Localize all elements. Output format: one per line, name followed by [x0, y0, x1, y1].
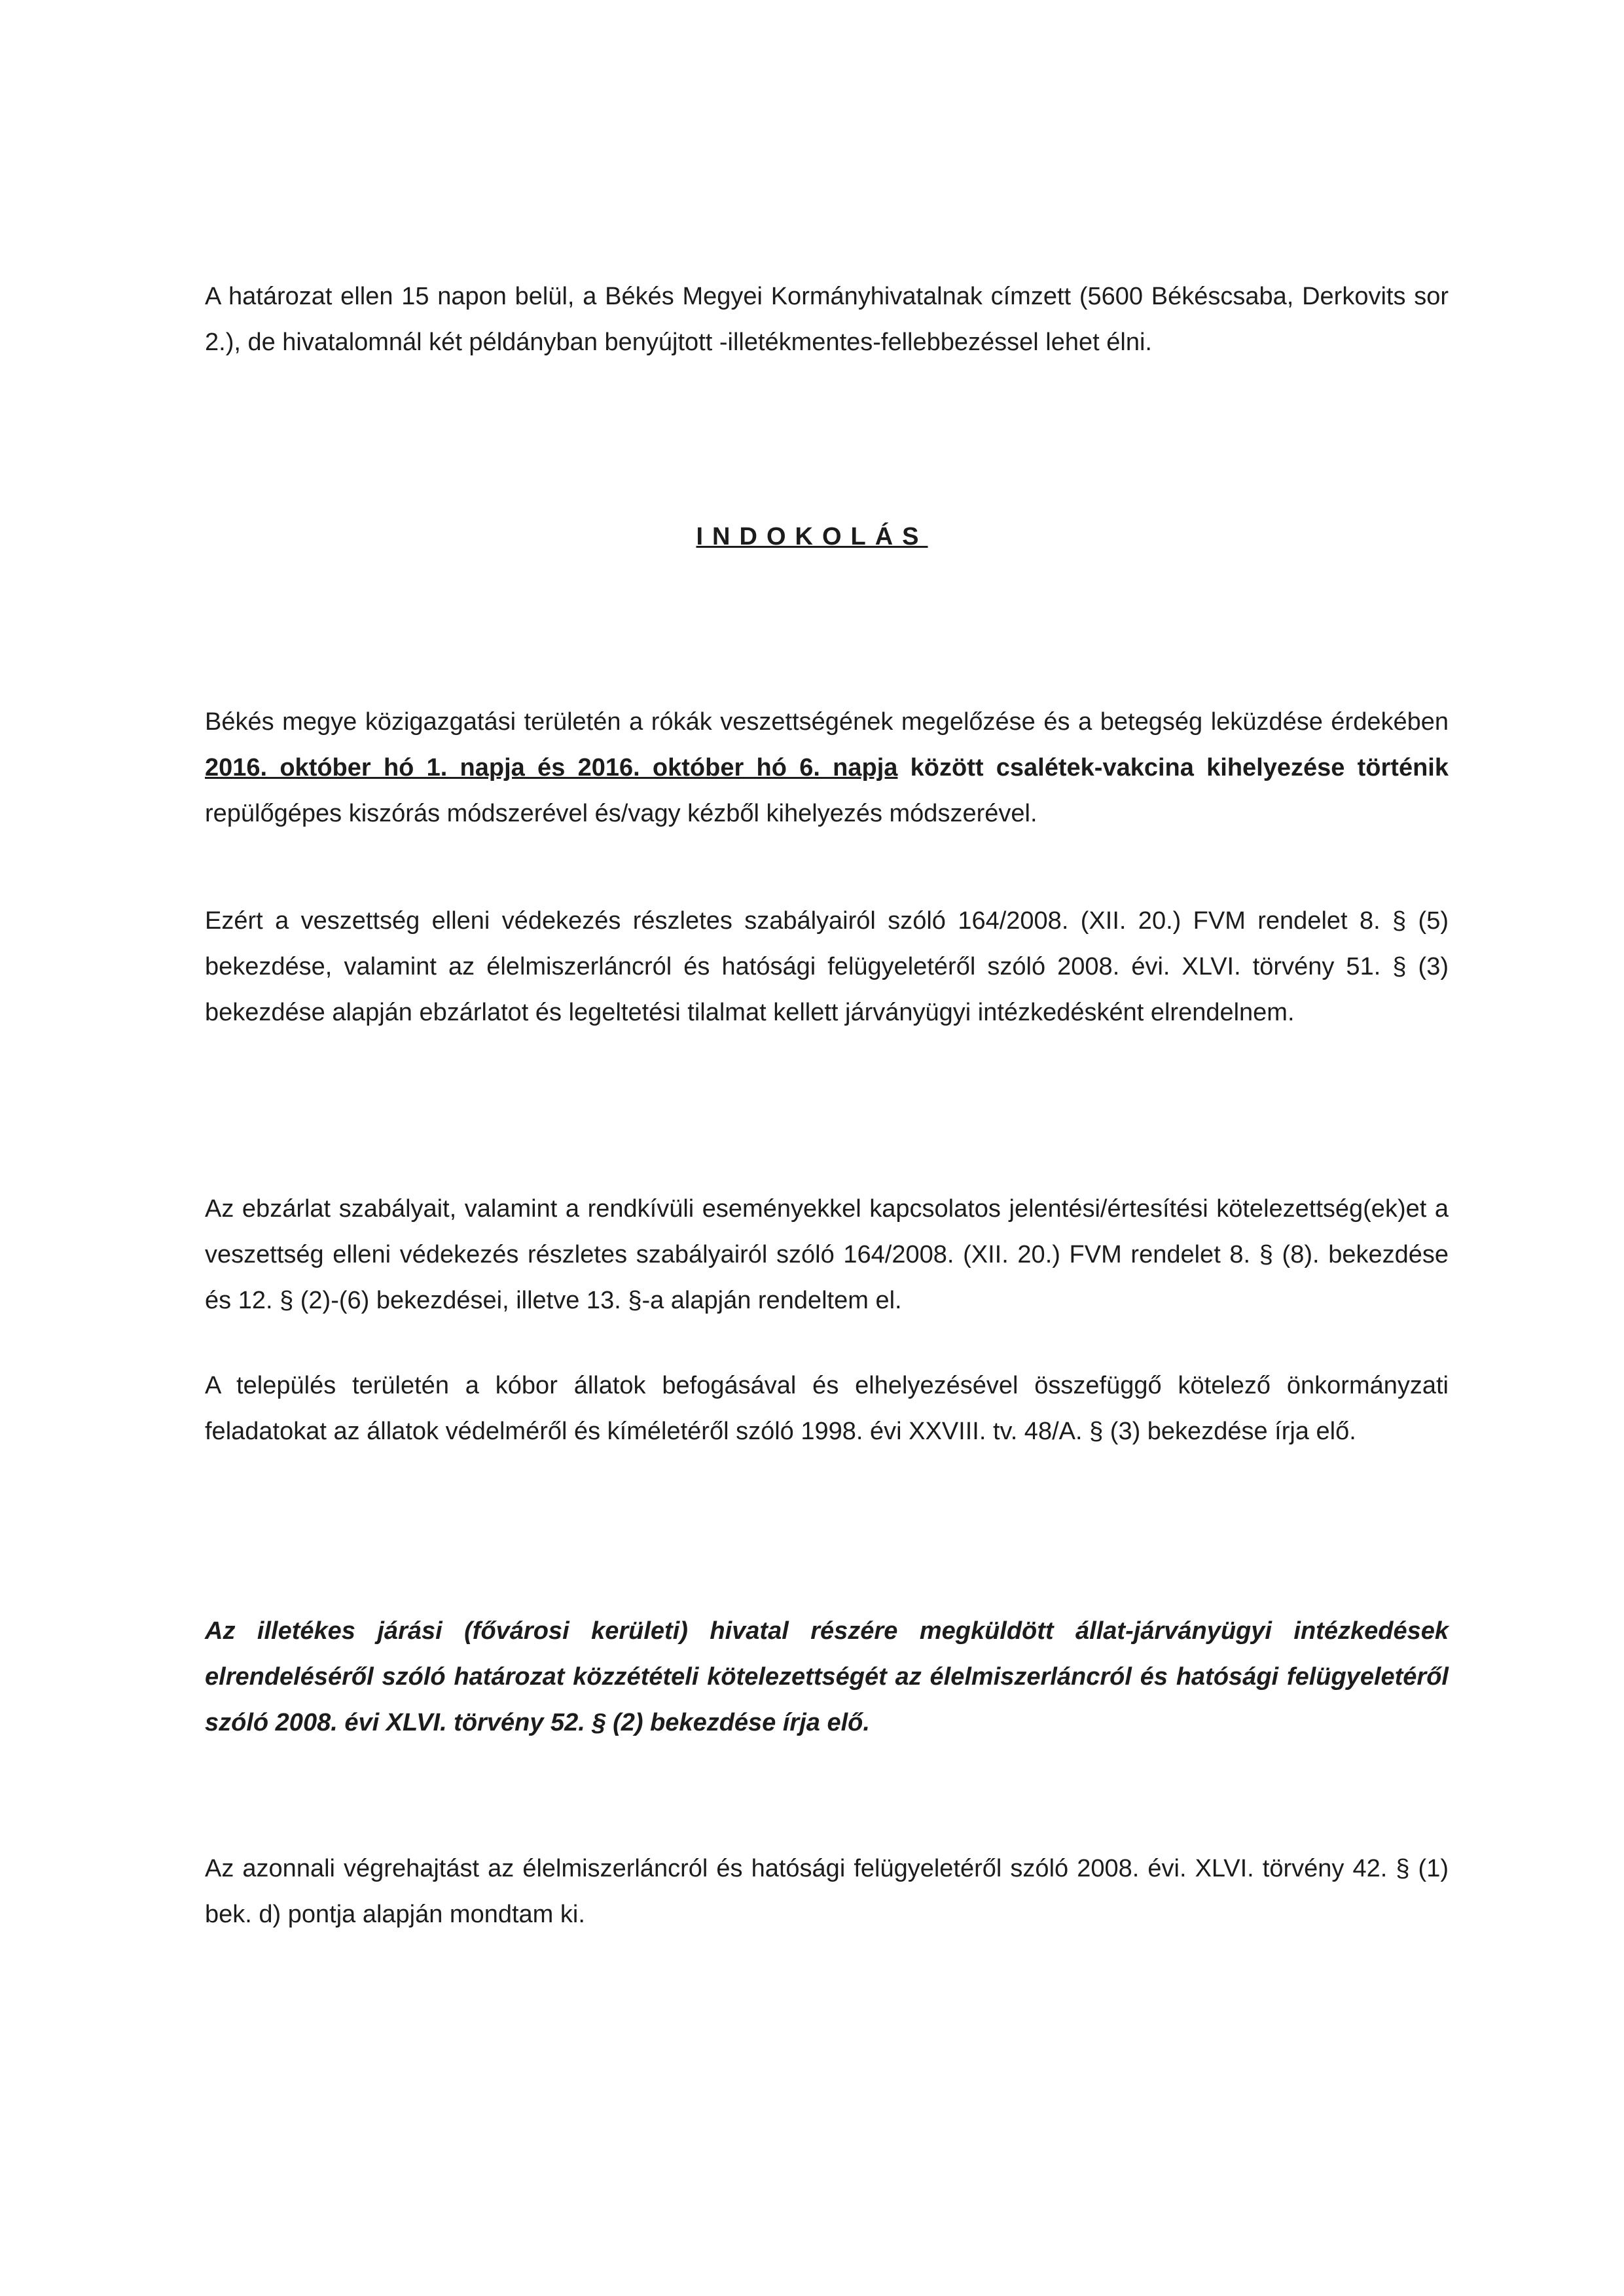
method-text: repülőgépes kiszórás módszerével és/vagy kézből kihelyezés módszerével.	[205, 800, 1038, 827]
vaccination-intro-text: Békés megye közigazgatási területén a rókák veszettségének megelőzése és a betegség leküzdése érdekében	[205, 708, 1449, 736]
appeal-paragraph: A határozat ellen 15 napon belül, a Békés Megyei Kormányhivatalnak címzett (5600 Békéscsaba, Derkovits sor 2.), de hivatalomnál két példányban benyújtott -illetékmentes-fellebbezéssel lehet élni.	[205, 283, 1449, 356]
stray-animals-paragraph: A település területén a kóbor állatok befogásával és elhelyezésével összefüggő kötelező önkormányzati feladatokat az állatok védelméről és kíméletéről szóló 1998. évi XXVIII. tv. 48/A. § (3) bekezdése írja elő.	[205, 1372, 1449, 1445]
publication-obligation-paragraph: Az illetékes járási (fővárosi kerületi) hivatal részére megküldött állat-járványügyi intézkedések elrendeléséről szóló határozat közzétételi kötelezettségét az élelmiszerláncról és hatósági felügyeletéről szóló 2008. évi XLVI. törvény 52. § (2) bekezdése írja elő.	[205, 1617, 1449, 1736]
vaccination-paragraph	[205, 699, 1449, 836]
date-range: 2016. október hó 1. napja és 2016. október hó 6. napja	[205, 754, 898, 781]
legal-basis-paragraph: Ezért a veszettség elleni védekezés részletes szabályairól szóló 164/2008. (XII. 20.) FVM rendelet 8. § (5) bekezdése, valamint az élelmiszerláncról és hatósági felügyeletéről szóló 2008. évi. XLVI. törvény 51. § (3) bekezdése alapján ebzárlatot és legeltetési tilalmat kellett járványügyi intézkedésként elrendelnem.	[205, 907, 1449, 1026]
section-title: INDOKOLÁS	[696, 523, 928, 550]
dog-lockdown-rules-paragraph: Az ebzárlat szabályait, valamint a rendkívüli eseményekkel kapcsolatos jelentési/értesítési kötelezettség(ek)et a veszettség elleni védekezés részletes szabályairól szóló 164/2008. (XII. 20.) FVM rendelet 8. § (8). bekezdése és 12. § (2)-(6) bekezdései, illetve 13. §-a alapján rendeltem el.	[205, 1195, 1449, 1314]
bait-vaccine-text: között csalétek-vakcina kihelyezése történik	[897, 754, 1449, 781]
immediate-enforcement-paragraph: Az azonnali végrehajtást az élelmiszerláncról és hatósági felügyeletéről szóló 2008. évi. XLVI. törvény 42. § (1) bek. d) pontja alapján mondtam ki.	[205, 1855, 1449, 1928]
